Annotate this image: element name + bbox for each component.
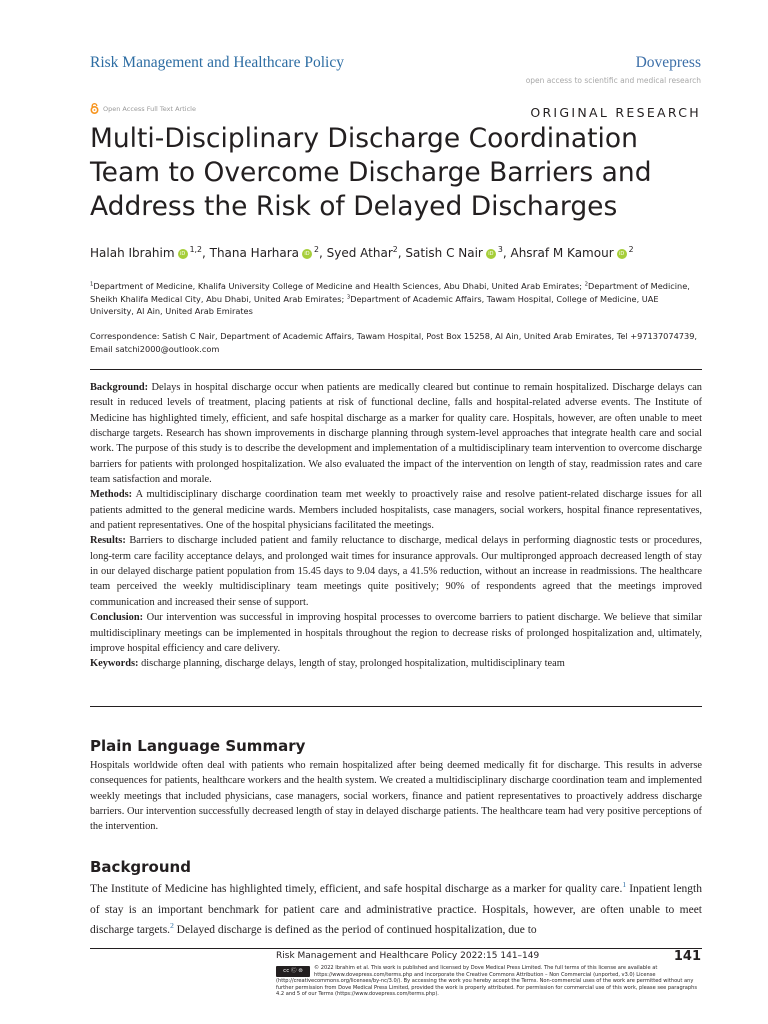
abstract-text: A multidisciplinary discharge coordination team met weekly to proactively raise and resolve patient-related discharge issues for all patients admitted to the general medicine wards. Members included hospitalists, case managers, social workers, hospital finance representatives, and patient representatives. One of the hospital physicians facilitated the meetings.: [90, 489, 702, 532]
affiliations: [90, 280, 702, 318]
dovepress-logo[interactable]: Dovepress: [635, 54, 701, 71]
author-name: Halah Ibrahim: [90, 246, 175, 260]
background-heading: Background: [90, 858, 191, 876]
journal-name[interactable]: Risk Management and Healthcare Policy: [90, 54, 344, 71]
footer-citation: Risk Management and Healthcare Policy 2022:15 141–149: [276, 951, 540, 961]
body-text: Delayed discharge is defined as the period of continued hospitalization, due to: [173, 924, 537, 936]
author-name: Ahsraf M Kamour: [510, 246, 614, 260]
author-affiliation-sup: 2: [314, 245, 319, 254]
publisher-tagline: open access to scientific and medical research: [525, 76, 701, 85]
affiliation-sup: 2: [584, 281, 589, 288]
article-title: Multi-Disciplinary Discharge Coordination Team to Overcome Discharge Barriers and Address the Risk of Delayed Discharges: [90, 123, 652, 222]
abstract-text: Our intervention was successful in improving hospital processes to overcome barriers to patient discharge. We believe that similar multidisciplinary meetings can be implemented in hospitals throughout the region to decrease risks of prolonged hospitalization and, ultimately, improve hospital efficiency and care delivery.: [90, 612, 702, 654]
abstract-top-rule: [90, 369, 702, 370]
body-text: The Institute of Medicine has highlighted timely, efficient, and safe hospital discharge as a marker for quality care.: [90, 883, 623, 895]
background-text: [90, 879, 702, 941]
abstract-label: Conclusion:: [90, 612, 144, 624]
license-body: © 2022 Ibrahim et al. This work is published and licensed by Dove Medical Press Limited. The full terms of this license are available at https://www.dovepress.com/terms.php and incorporate the Creative Commons Attribution – Non Commercial (unported, v3.0) License (http://creativecommons.org/licenses/by-nc/3.0/). By accessing the work you hereby accept the Terms. Non-commercial uses of the work are permitted without any further permission from Dove Medical Press Limited, provided the work is properly attributed. For permission for commercial use of this work, please see paragraphs 4.2 and 5 of our Terms (https://www.dovepress.com/terms.php).: [276, 965, 698, 998]
abstract-keywords: [90, 656, 702, 671]
affiliation-sup: 1: [90, 281, 94, 288]
orcid-icon[interactable]: iD: [178, 249, 188, 259]
orcid-icon[interactable]: iD: [302, 249, 312, 259]
affiliation-sup: 3: [346, 293, 351, 300]
author-name: Thana Harhara: [209, 246, 300, 260]
orcid-icon[interactable]: iD: [486, 249, 496, 259]
body-text: Inpatient length of stay is an important benchmark for patient care and administrative practice. Hospitals, however, are often unable to meet discharge targets.: [90, 883, 702, 936]
abstract-label: Background:: [90, 382, 149, 393]
author-affiliation-sup: 2: [392, 245, 398, 254]
abstract-text: Barriers to discharge included patient and family reluctance to discharge, medical delays in performing diagnostic tests or procedures, long-term care facility acceptance delays, and prolonged wait times for insurance approvals. Our multipronged approach decreased length of stay in our delayed discharge patient population from 15.45 days to 9.04 days, a 41.5% reduction, without an increase in readmissions. The healthcare team perceived the weekly multidisciplinary team meetings quite positively; 90% of respondents agreed that the meetings improved communication and increased their sense of support.: [90, 535, 702, 608]
page-number: 141: [673, 949, 701, 964]
plain-language-text: Hospitals worldwide often deal with patients who remain hospitalized after being deemed medically fit for discharge. This results in adverse consequences for patients, healthcare workers and the health system. We created a multidisciplinary discharge coordination team and implemented weekly meetings that included physicians, case managers, social workers, finance and patient representatives to proactively address discharge barriers. Our intervention successfully decreased length of stay in delayed discharge patients. The healthcare team had very positive perceptions of the intervention.: [90, 760, 702, 833]
open-access-label: [90, 103, 196, 114]
author-name: Satish C Nair: [405, 246, 483, 260]
author-list: Halah Ibrahim iD $^{1,2}$, Thana Harhara iD $^2$, Syed Athar$^2$, Satish C Nair iD $^3$, Ahsraf M Kamour iD $^2$: [90, 245, 634, 260]
keywords-text: discharge planning, discharge delays, length of stay, prolonged hospitalization, multidisciplinary team: [138, 658, 565, 670]
author-name: Syed Athar: [326, 246, 393, 260]
plain-language-heading: Plain Language Summary: [90, 737, 306, 755]
affiliation-3: Department of Academic Affairs, Tawam Hospital, College of Medicine, UAE University, Al Ain, United Arab Emirates: [90, 293, 659, 317]
reference-link[interactable]: 1: [622, 880, 627, 890]
abstract-results: [90, 533, 702, 610]
reference-link[interactable]: 2: [170, 921, 174, 931]
open-access-icon: [90, 103, 99, 114]
abstract-text: Delays in hospital discharge occur when patients are medically cleared but continue to remain hospitalized. Discharge delays can result in reduced levels of treatment, placing patients at risk of functional decline, falls and hospital-related adverse events. The Institute of Medicine has highlighted timely, efficient, and safe hospital discharge as a marker for quality care. Hospitals, however, are often unable to meet discharge targets. Research has shown improvements in discharge planning through system-level approaches that integrate health care and social work. The purpose of this study is to describe the development and implementation of a multidisciplinary team intervention to overcome discharge barriers for patients with prolonged hospitalization. We also evaluated the impact of the intervention on length of stay, readmission rates and care team satisfaction and morale.: [90, 382, 702, 486]
affiliation-1: Department of Medicine, Khalifa University College of Medicine and Health Sciences, Abu Dhabi, United Arab Emirates;: [93, 281, 585, 291]
correspondence[interactable]: Correspondence: Satish C Nair, Department of Academic Affairs, Tawam Hospital, Post Box 15258, Al Ain, United Arab Emirates, Tel +97137074739, Email satchi2000@outlook.com: [90, 331, 698, 354]
license-text: [276, 965, 702, 998]
abstract-bottom-rule: [90, 706, 702, 707]
author-affiliation-sup: 2: [628, 245, 634, 254]
creative-commons-icon[interactable]: cc Ⓒ ⊜: [276, 966, 310, 977]
footer-rule: [90, 948, 702, 949]
abstract-label: Keywords:: [90, 658, 139, 670]
abstract-label: Results:: [90, 535, 126, 547]
abstract-background: [90, 380, 702, 487]
abstract: [90, 380, 702, 672]
orcid-icon[interactable]: iD: [617, 249, 627, 259]
author-affiliation-sup: 1,2: [189, 245, 202, 254]
abstract-methods: [90, 487, 702, 533]
abstract-label: Methods:: [90, 489, 133, 501]
affiliation-2: Department of Medicine, Sheikh Khalifa Medical City, Abu Dhabi, United Arab Emirates;: [90, 281, 690, 304]
author-affiliation-sup: 3: [497, 245, 503, 254]
open-access-text: Open Access Full Text Article: [103, 104, 196, 113]
abstract-conclusion: [90, 610, 702, 656]
article-type: ORIGINAL RESEARCH: [530, 105, 701, 120]
